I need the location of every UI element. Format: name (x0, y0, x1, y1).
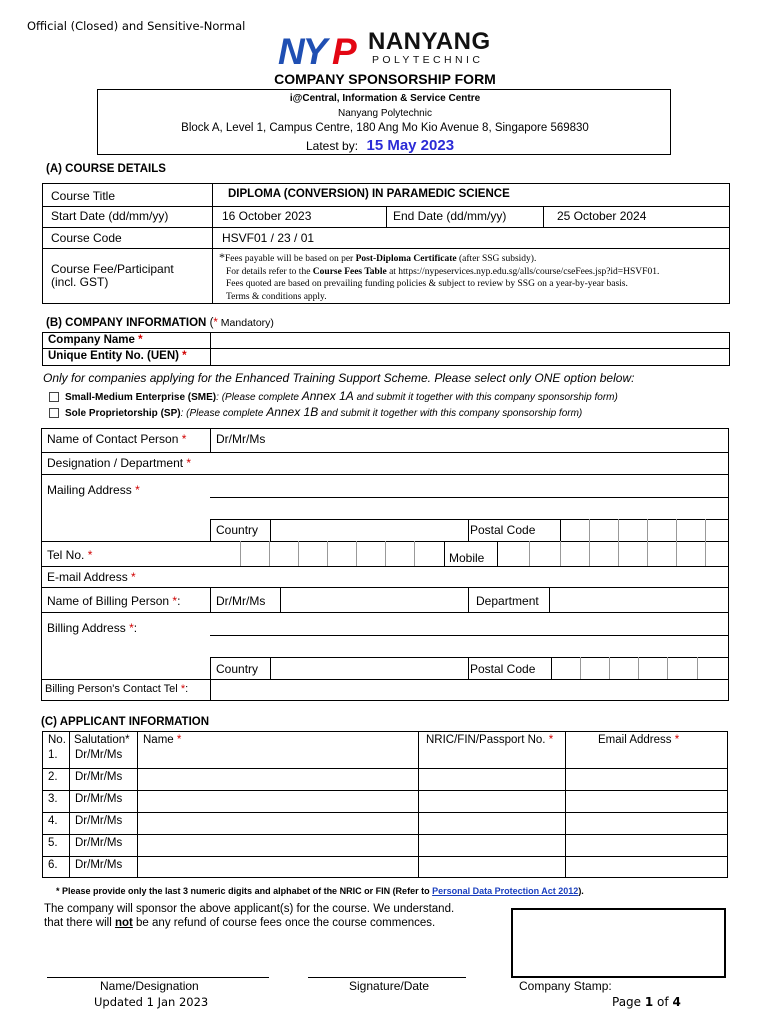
billing-postal-code-label: Postal Code (470, 662, 536, 676)
sp-option[interactable]: Sole Proprietorship (SP): (Please complete Annex 1B and submit it together with this company sponsorship form) (49, 405, 582, 419)
logo-name: NANYANG (368, 28, 491, 55)
uen-label: Unique Entity No. (UEN) * (48, 350, 187, 362)
course-fee-label: Course Fee/Participant (51, 262, 174, 276)
address-line-1: i@Central, Information & Service Centre (289, 93, 481, 104)
fee-note: *Fees payable will be based on per Post-Diploma Certificate (after SSG subsidy). For details refer to the Course Fees Table at https://nypeservices.nyp.edu.sg/alls/course/cseFees.jsp?id=HSVF01. Fees quoted are based on prevailing funding policies & subject to review by SSG on a year-by-year basis. Terms & conditions apply. (219, 250, 660, 302)
tel-label: Tel No. * (47, 548, 93, 562)
row-number: 1. (48, 749, 58, 761)
svg-text:P: P (332, 31, 357, 70)
company-name-label: Company Name * (48, 334, 143, 346)
row-number: 2. (48, 771, 58, 783)
billing-person-salutation[interactable]: Dr/Mr/Ms (216, 594, 266, 608)
row-salutation[interactable]: Dr/Mr/Ms (75, 837, 123, 849)
contact-person-salutation[interactable]: Dr/Mr/Ms (216, 432, 266, 446)
applicant-footnote: * Please provide only the last 3 numeric digits and alphabet of the NRIC or FIN (Refer to Personal Data Protection Act 2012). (56, 886, 584, 896)
row-number: 4. (48, 815, 58, 827)
country-label: Country (216, 523, 259, 537)
classification-label: Official (Closed) and Sensitive-Normal (27, 19, 246, 33)
address-line-3: Block A, Level 1, Campus Centre, 180 Ang Mo Kio Avenue 8, Singapore 569830 (181, 122, 589, 134)
form-title: COMPANY SPONSORSHIP FORM (274, 71, 496, 87)
course-code-label: Course Code (51, 231, 122, 245)
col-name: Name * (143, 734, 182, 746)
company-stamp-box[interactable] (511, 908, 726, 978)
address-line-2: Nanyang Polytechnic (338, 108, 432, 119)
end-date-label: End Date (dd/mm/yy) (393, 209, 507, 223)
section-b-heading: (B) COMPANY INFORMATION (* Mandatory) (46, 317, 274, 329)
signature-date-label: Signature/Date (349, 979, 430, 993)
row-salutation[interactable]: Dr/Mr/Ms (75, 815, 123, 827)
billing-address-label: Billing Address *: (47, 621, 138, 635)
postal-code-label: Postal Code (470, 523, 536, 537)
designation-label: Designation / Department * (47, 456, 192, 470)
contact-person-label: Name of Contact Person * (47, 432, 187, 446)
declaration-line-1: The company will sponsor the above applicant(s) for the course. We understand. (44, 903, 455, 915)
row-salutation[interactable]: Dr/Mr/Ms (75, 859, 123, 871)
row-salutation[interactable]: Dr/Mr/Ms (75, 793, 123, 805)
course-fee-label-gst: (incl. GST) (51, 275, 109, 289)
department-label: Department (476, 594, 539, 608)
course-code-value: HSVF01 / 23 / 01 (222, 231, 315, 245)
name-designation-label: Name/Designation (100, 979, 199, 993)
row-number: 6. (48, 859, 58, 871)
course-title-value: DIPLOMA (CONVERSION) IN PARAMEDIC SCIENCE (228, 188, 510, 200)
billing-tel-label: Billing Person's Contact Tel *: (45, 683, 189, 695)
billing-country-label: Country (216, 662, 259, 676)
start-date-label: Start Date (dd/mm/yy) (51, 209, 169, 223)
end-date-value: 25 October 2024 (557, 209, 647, 223)
company-name-input[interactable] (212, 333, 729, 347)
etss-note: Only for companies applying for the Enhanced Training Support Scheme. Please select only ONE option below: (43, 371, 635, 385)
row-number: 3. (48, 793, 58, 805)
pdpa-link[interactable]: Personal Data Protection Act 2012 (432, 886, 579, 896)
latest-by-date: 15 May 2023 (366, 137, 455, 154)
uen-input[interactable] (212, 349, 729, 365)
sp-checkbox[interactable] (49, 408, 59, 418)
company-stamp-label: Company Stamp: (519, 979, 612, 993)
mobile-label: Mobile (449, 551, 485, 565)
logo-subtitle: POLYTECHNIC (372, 54, 484, 66)
col-salutation: Salutation* (74, 734, 130, 746)
updated-date: Updated 1 Jan 2023 (94, 995, 209, 1009)
start-date-value: 16 October 2023 (222, 209, 312, 223)
sme-checkbox[interactable] (49, 392, 59, 402)
section-c-heading: (C) APPLICANT INFORMATION (41, 716, 210, 728)
declaration-line-2: that there will not be any refund of course fees once the course commences. (44, 917, 436, 929)
row-salutation[interactable]: Dr/Mr/Ms (75, 771, 123, 783)
email-label: E-mail Address * (47, 570, 136, 584)
billing-person-label: Name of Billing Person *: (47, 594, 181, 608)
course-title-label: Course Title (51, 189, 116, 203)
mailing-address-label: Mailing Address * (47, 483, 140, 497)
svg-text:NY: NY (278, 31, 326, 70)
col-nric: NRIC/FIN/Passport No. * (426, 734, 554, 746)
page-number: Page 1 of 4 (612, 995, 681, 1009)
row-number: 5. (48, 837, 58, 849)
row-salutation[interactable]: Dr/Mr/Ms (75, 749, 123, 761)
col-email: Email Address * (598, 734, 680, 746)
section-a-heading: (A) COURSE DETAILS (46, 163, 166, 175)
nyp-logo (278, 30, 508, 70)
latest-by-label: Latest by: (306, 139, 359, 153)
sme-option[interactable]: Small-Medium Enterprise (SME): (Please complete Annex 1A and submit it together with this company sponsorship form) (49, 389, 618, 403)
col-no: No. (48, 734, 66, 746)
latest-by (306, 137, 454, 155)
